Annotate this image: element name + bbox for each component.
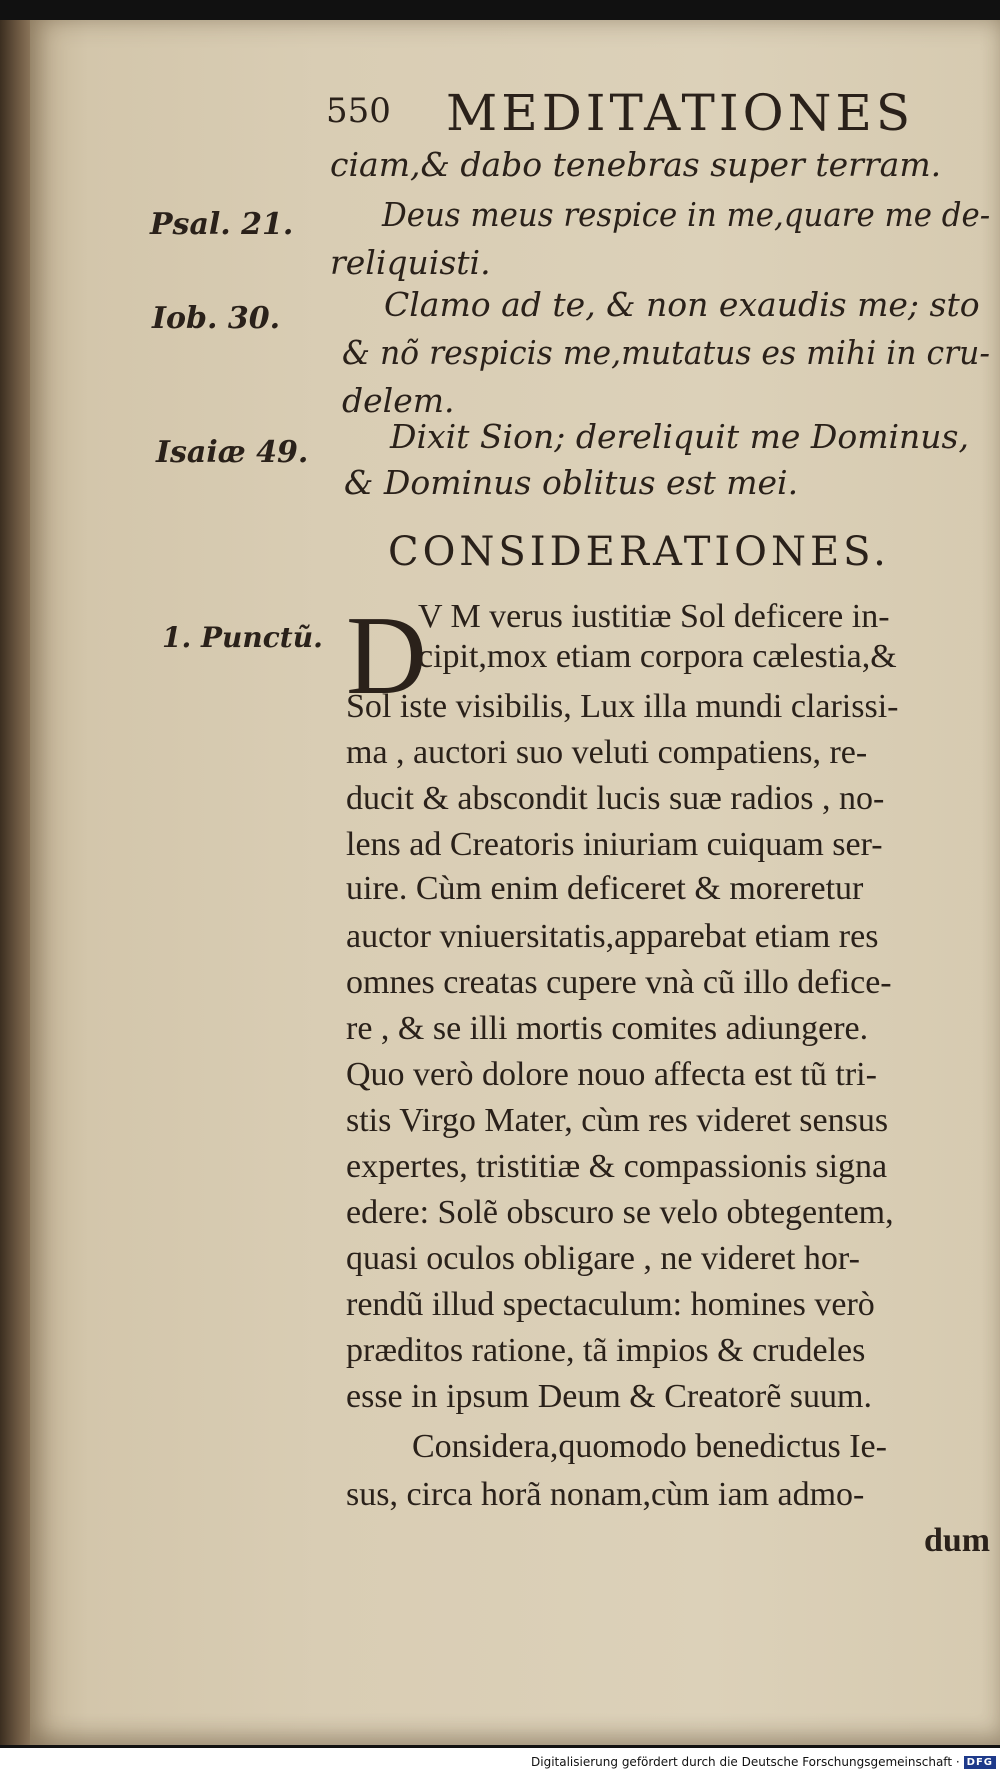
body-line: quasi oculos obligare , ne videret hor- (346, 1240, 860, 1277)
credit-text: Digitalisierung gefördert durch die Deutsche Forschungsgemeinschaft · (531, 1755, 960, 1769)
margin-point-label: 1. Punctũ. (162, 621, 323, 654)
body-line: esse in ipsum Deum & Creatorẽ suum. (346, 1378, 872, 1415)
body-line: auctor vniuersitatis,apparebat etiam res (346, 918, 879, 955)
margin-reference: Psal. 21. (150, 207, 294, 242)
body-line: ducit & abscondit lucis suæ radios , no- (346, 780, 885, 817)
body-line: edere: Solẽ obscuro se velo obtegentem, (346, 1194, 894, 1231)
catchword: dum (924, 1522, 991, 1559)
scripture-line: ciam,& dabo tenebras super terram. (330, 145, 942, 184)
body-line: stis Virgo Mater, cùm res videret sensus (346, 1102, 889, 1139)
scripture-line: reliquisti. (330, 243, 491, 282)
body-line: rendũ illud spectaculum: homines verò (346, 1286, 875, 1323)
body-line: expertes, tristitiæ & compassionis signa (346, 1148, 888, 1185)
body-line: lens ad Creatoris iniuriam cuiquam ser- (346, 826, 883, 863)
margin-reference: Iob. 30. (152, 301, 281, 336)
body-line: uire. Cùm enim deficeret & moreretur (346, 870, 864, 907)
body-line: Quo verò dolore nouo affecta est tũ tri- (346, 1056, 877, 1093)
body-line: Sol iste visibilis, Lux illa mundi clarissi- (346, 688, 899, 725)
scripture-line: Clamo ad te, & non exaudis me; sto (384, 285, 980, 324)
body-line: re , & se illi mortis comites adiungere. (346, 1010, 869, 1047)
body-line: cipit,mox etiam corpora cælestia,& (418, 638, 897, 675)
body-line: omnes creatas cupere vnà cũ illo defice- (346, 964, 892, 1001)
body-line: Considera,quomodo benedictus Ie- (412, 1428, 887, 1465)
section-heading: CONSIDERATIONES. (388, 529, 890, 575)
running-title: MEDITATIONES (446, 84, 915, 142)
scripture-line: Dixit Sion; dereliquit me Dominus, (390, 417, 969, 456)
scripture-line: & nõ respicis me,mutatus es mihi in cru- (342, 333, 990, 372)
scripture-line: delem. (342, 381, 455, 420)
page-number: 550 (326, 91, 391, 131)
drop-cap: D (346, 594, 427, 718)
scripture-line: & Dominus oblitus est mei. (344, 463, 799, 502)
body-line: sus, circa horã nonam,cùm iam admo- (346, 1476, 865, 1513)
scripture-line: Deus meus respice in me,quare me de- (382, 195, 991, 234)
dfg-logo: DFG (964, 1756, 996, 1769)
body-line: ma , auctori suo veluti compatiens, re- (346, 734, 868, 771)
digitization-credit (531, 1752, 996, 1772)
body-line: præditos ratione, tã impios & crudeles (346, 1332, 866, 1369)
body-line: V M verus iustitiæ Sol deficere in- (418, 598, 890, 635)
margin-reference: Isaiæ 49. (156, 435, 309, 470)
